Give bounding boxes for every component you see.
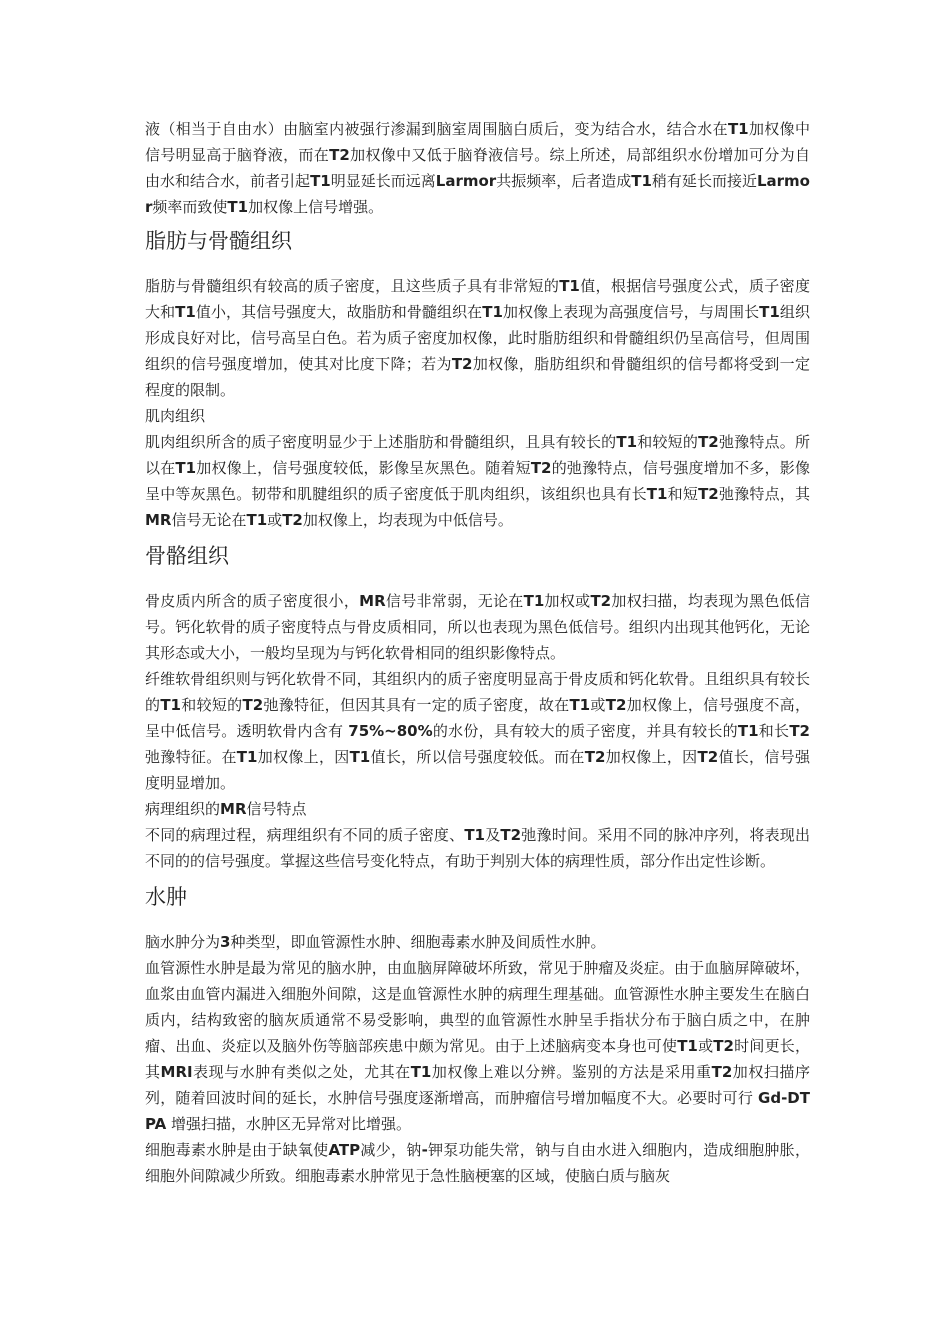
bold-term: Larmor [145, 172, 810, 216]
text-run: 钾泵功能失常，钠与自由水进入细胞内，造成细胞肿胀，细胞外间隙减少所致。细胞毒素水肿常见于急性脑梗塞的区域，使脑白质与脑灰 [145, 1141, 810, 1185]
text-run: 明显延长而远离 [330, 172, 436, 190]
bold-term: Larmor [435, 172, 497, 190]
paragraph [145, 955, 810, 1137]
text-run: 血管源性水肿是最为常见的脑水肿，由血脑屏障破坏所致，常见于肿瘤及炎症。由于血脑屏障破坏，血浆由血管内漏进入细胞外间隙，这是血管源性水肿的病理生理基础。血管源性水肿主要发生在脑白质内，结构致密的脑灰质通常不易受影响，典型的血管源性水肿呈手指状分布于脑白质之中，在肿瘤、出血、炎症以及脑外伤等脑部疾患中颇为常见。由于上述脑病变本身也可使 [145, 959, 810, 1055]
text-run: 值，根据信号强度公式，质子密度大和 [145, 277, 810, 321]
text-run: 肌肉组织 [145, 407, 206, 425]
bold-term: MRI [160, 1063, 193, 1081]
bold-term: T2 [451, 355, 473, 373]
text-run: 及 [484, 826, 501, 844]
text-run: 脑水肿分为 [145, 933, 221, 951]
text-run: 加权像上，信号强度较低，影像呈灰黑色。随着短 [196, 459, 531, 477]
text-run: 和较短的 [180, 696, 243, 714]
text-run: 的水份，具有较大的质子密度，并具有较长的 [432, 722, 738, 740]
bold-term: T1 [646, 485, 668, 503]
bold-term: T1 [310, 172, 331, 190]
text-run: 加权像，脂肪组织和骨髓组织的信号都将受到一定程度的限制。 [145, 355, 810, 399]
text-run: 加权扫描，均表现为黑色低信号。钙化软骨的质子密度特点与骨皮质相同，所以也表现为黑色低信号。组织内出现其他钙化，无论其形态或大小，一般均呈现为与钙化软骨相同的组织影像特点。 [145, 592, 810, 662]
bold-term: T2 [590, 592, 612, 610]
text-run: 表现与水肿有类似之处，尤其在 [192, 1063, 411, 1081]
bold-term: T2 [698, 433, 719, 451]
bold-term: MR [359, 592, 386, 610]
bold-term: T1 [559, 277, 580, 295]
text-run: 值长，所以信号强度较低。而在 [370, 748, 585, 766]
paragraph [145, 822, 810, 874]
paragraph [145, 429, 810, 533]
bold-term: T1 [246, 511, 268, 529]
bold-term: T2 [584, 748, 606, 766]
section-heading: 水肿 [145, 885, 187, 909]
section-heading: 骨骼组织 [145, 544, 229, 568]
bold-term: T1 [227, 198, 249, 216]
bold-term: T2 [697, 748, 719, 766]
text-run: 加权像上，因 [257, 748, 350, 766]
bold-term: T1 [482, 303, 503, 321]
text-run: 弛豫特点，其 [718, 485, 810, 503]
paragraph [145, 666, 810, 796]
text-run: 信号非常弱，无论在 [385, 592, 524, 610]
bold-term: T2 [242, 696, 264, 714]
text-run: 加权扫描序列，随着回波时间的延长，水肿信号强度逐渐增高，而肿瘤信号增加幅度不大。必要时可行 [145, 1063, 810, 1107]
text-run: 弛豫特点。所以在 [145, 433, 810, 477]
text-run: 加权像上难以分辨。鉴别的方法是采用重 [431, 1063, 712, 1081]
text-run: 骨皮质内所含的质子密度很小， [145, 592, 360, 610]
text-run: 共振频率，后者造成 [496, 172, 632, 190]
text-run: 或 [267, 511, 283, 529]
document-page [145, 116, 810, 1189]
text-run: 加权像上，因 [605, 748, 698, 766]
text-run: 的弛豫特点，信号强度增加不多，影像呈中等灰黑色。韧带和肌腱组织的质子密度低于肌肉组织，该组织也具有长 [145, 459, 810, 503]
text-run: 加权像上信号增强。 [248, 198, 384, 216]
text-run: 加权像中信号明显高于脑脊液，而在 [145, 120, 810, 164]
text-run: 加权或 [544, 592, 591, 610]
text-run: 纤维软骨组织则与钙化软骨不同，其组织内的质子密度明显高于骨皮质和钙化软骨。且组织具有较长的 [145, 670, 810, 714]
text-run: 弛豫特征。在 [145, 748, 237, 766]
text-run: 稍有延长而接近 [651, 172, 757, 190]
text-run: 不同的病理过程，病理组织有不同的质子密度、 [145, 826, 465, 844]
text-run: 减少，钠 [360, 1141, 422, 1159]
text-run: 加权像上表现为高强度信号，与周围长 [502, 303, 760, 321]
bold-term: T1 [631, 172, 652, 190]
bold-term: T1 [727, 120, 749, 138]
bold-term: T1 [737, 722, 759, 740]
text-run: 细胞毒素水肿是由于缺氧使 [145, 1141, 329, 1159]
text-run: 信号无论在 [171, 511, 247, 529]
bold-term: T2 [789, 722, 810, 740]
bold-term: T1 [160, 696, 181, 714]
paragraph [145, 273, 810, 403]
bold-term: Gd-DTPA [145, 1089, 810, 1133]
paragraph [145, 796, 810, 822]
text-run: 信号特点 [246, 800, 307, 818]
bold-term: T2 [329, 146, 350, 164]
bold-term: 3 [220, 933, 231, 951]
text-run: 值长，信号强度明显增加。 [145, 748, 810, 792]
paragraph [145, 116, 810, 220]
bold-term: T2 [713, 1037, 734, 1055]
text-run: 值小，其信号强度大，故脂肪和骨髓组织在 [195, 303, 483, 321]
bold-term: T1 [349, 748, 371, 766]
text-run: 频率而致使 [152, 198, 228, 216]
bold-term: T2 [605, 696, 627, 714]
text-run: 或 [590, 696, 606, 714]
bold-term: T2 [530, 459, 552, 477]
paragraph [145, 588, 810, 666]
bold-term: T2 [711, 1063, 733, 1081]
bold-term: T2 [500, 826, 522, 844]
text-run: 肌肉组织所含的质子密度明显少于上述脂肪和骨髓组织，且具有较长的 [145, 433, 617, 451]
text-run: 或 [697, 1037, 714, 1055]
bold-term: T1 [523, 592, 545, 610]
text-run: 和较短的 [637, 433, 699, 451]
bold-term: T1 [175, 459, 197, 477]
bold-term: MR [145, 511, 172, 529]
bold-term: T1 [569, 696, 591, 714]
bold-term: - [421, 1141, 428, 1159]
bold-term: T1 [616, 433, 638, 451]
text-run: 加权像上，信号强度不高，呈中低信号。透明软骨内含有 [145, 696, 810, 740]
section-heading: 脂肪与骨髓组织 [145, 229, 292, 253]
bold-term: T1 [464, 826, 485, 844]
paragraph [145, 403, 810, 429]
bold-term: T1 [759, 303, 780, 321]
text-run: 加权像中又低于脑脊液信号。综上所述，局部组织水份增加可分为自由水和结合水，前者引起 [145, 146, 810, 190]
bold-term: T1 [236, 748, 258, 766]
bold-term: T1 [410, 1063, 432, 1081]
text-run: 和长 [758, 722, 790, 740]
bold-term: 75%~80% [348, 722, 433, 740]
text-run: 增强扫描，水肿区无异常对比增强。 [166, 1115, 412, 1133]
text-run: 种类型，即血管源性水肿、细胞毒素水肿及间质性水肿。 [230, 933, 606, 951]
text-run: 加权像上，均表现为中低信号。 [302, 511, 513, 529]
text-run: 时间更长，其 [145, 1037, 810, 1081]
bold-term: T2 [282, 511, 303, 529]
bold-term: T2 [698, 485, 719, 503]
bold-term: MR [220, 800, 247, 818]
bold-term: ATP [328, 1141, 361, 1159]
paragraph [145, 929, 810, 955]
bold-term: T1 [677, 1037, 698, 1055]
text-run: 和短 [667, 485, 699, 503]
bold-term: T1 [175, 303, 196, 321]
text-run: 弛豫特征，但因其具有一定的质子密度，故在 [263, 696, 570, 714]
text-run: 弛豫时间。采用不同的脉冲序列，将表现出不同的的信号强度。掌握这些信号变化特点，有助于判别大体的病理性质，部分作出定性诊断。 [145, 826, 810, 870]
text-run: 脂肪与骨髓组织有较高的质子密度，且这些质子具有非常短的 [145, 277, 560, 295]
text-run: 组织形成良好对比，信号高呈白色。若为质子密度加权像，此时脂肪组织和骨髓组织仍呈高信号，但周围组织的信号强度增加，使其对比度下降；若为 [145, 303, 810, 373]
paragraph [145, 1137, 810, 1189]
text-run: 病理组织的 [145, 800, 221, 818]
text-run: 液（相当于自由水）由脑室内被强行渗漏到脑室周围脑白质后，变为结合水，结合水在 [145, 120, 728, 138]
